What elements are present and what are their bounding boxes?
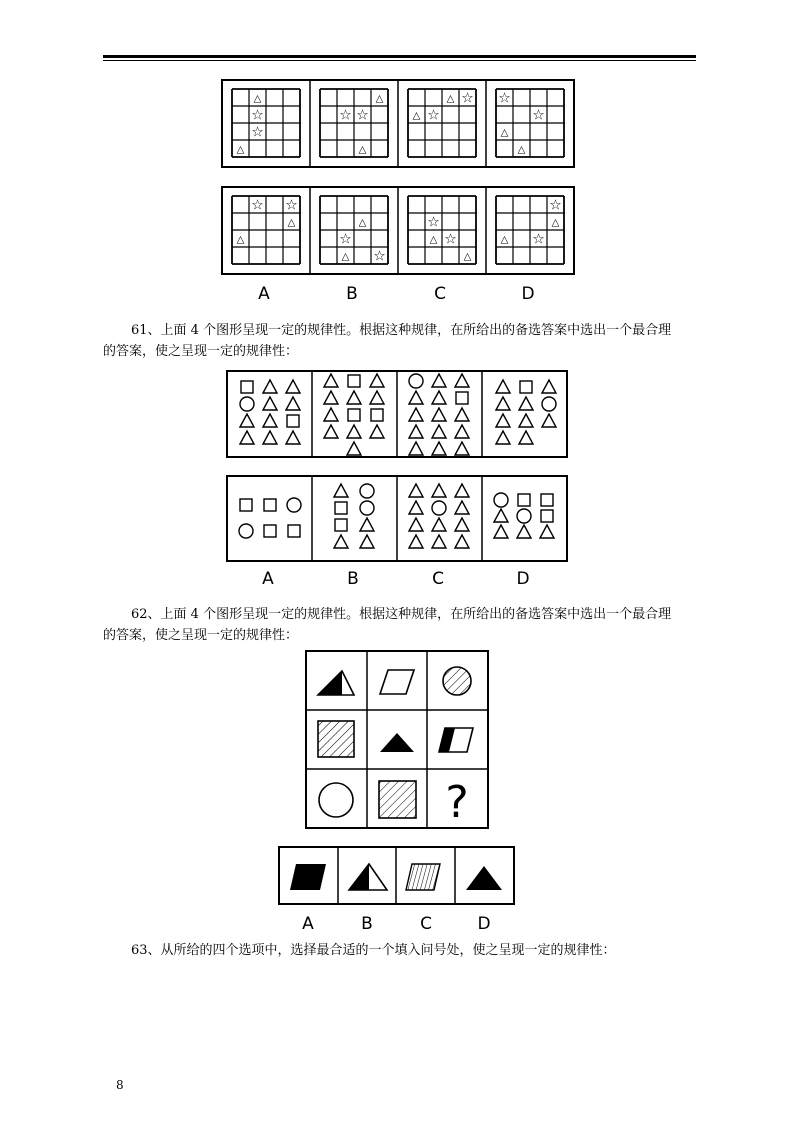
question-61-line1: 61、上面 4 个图形呈现一定的规律性。根据这种规律，在所给出的备选答案中选出一个最合理 [131, 323, 672, 338]
star-icon: ☆ [427, 107, 440, 124]
triangle-icon: △ [500, 127, 509, 139]
star-icon: ☆ [532, 231, 545, 248]
star-icon: ☆ [461, 90, 474, 107]
triangle-icon: △ [375, 93, 384, 105]
question-62-line1: 62、上面 4 个图形呈现一定的规律性。根据这种规律，在所给出的备选答案中选出一个最合理 [131, 607, 672, 622]
question-mark: ? [445, 777, 469, 828]
filled-parallelogram-icon [290, 864, 326, 890]
half-filled-triangle-icon [349, 864, 387, 890]
question-63-line1: 63、从所给的四个选项中，选择最合适的一个填入问号处，使之呈现一定的规律性： [131, 943, 616, 958]
triangle-icon: △ [341, 251, 350, 263]
option-d-label: D [521, 284, 535, 304]
triangle-icon: △ [412, 110, 421, 122]
question-61-line2: 的答案，使之呈现一定的规律性： [103, 344, 299, 359]
hatched-square-icon [379, 781, 416, 818]
circle-icon [319, 783, 353, 817]
triangle-icon: △ [429, 234, 438, 246]
triangle-icon: △ [463, 251, 472, 263]
option-a-label: A [262, 569, 274, 589]
triangle-icon: △ [551, 217, 560, 229]
option-c-label: C [432, 569, 444, 589]
option-b-label: B [346, 284, 358, 304]
triangle-icon: △ [358, 144, 367, 156]
triangle-icon: △ [358, 217, 367, 229]
star-icon: ☆ [532, 107, 545, 124]
option-c-label: C [434, 284, 446, 304]
parallelogram-icon [380, 670, 414, 694]
triangle-icon: △ [517, 144, 526, 156]
option-d-label: D [477, 914, 491, 934]
triangle-icon: △ [287, 217, 296, 229]
star-icon: ☆ [285, 197, 298, 214]
filled-triangle-icon [380, 733, 414, 752]
star-icon: ☆ [444, 231, 457, 248]
filled-triangle-icon [466, 866, 502, 890]
option-c-label: C [420, 914, 432, 934]
star-icon: ☆ [251, 197, 264, 214]
star-icon: ☆ [427, 214, 440, 231]
question-62-line2: 的答案，使之呈现一定的规律性： [103, 628, 299, 643]
star-icon: ☆ [339, 107, 352, 124]
option-b-label: B [361, 914, 373, 934]
star-icon: ☆ [549, 197, 562, 214]
triangle-icon: △ [500, 234, 509, 246]
star-icon: ☆ [251, 107, 264, 124]
hatched-square-icon [318, 721, 354, 757]
hatched-parallelogram-icon [406, 864, 440, 890]
triangle-icon: △ [236, 144, 245, 156]
option-d-label: D [516, 569, 530, 589]
option-a-label: A [258, 284, 270, 304]
star-icon: ☆ [498, 90, 511, 107]
triangle-icon: △ [446, 93, 455, 105]
star-icon: ☆ [251, 124, 264, 141]
question-63 [103, 940, 703, 961]
option-b-label: B [347, 569, 359, 589]
star-icon: ☆ [339, 231, 352, 248]
half-filled-triangle-icon [318, 671, 354, 695]
page-number: 8 [116, 1078, 124, 1092]
option-a-label: A [302, 914, 314, 934]
triangle-icon: △ [236, 234, 245, 246]
triangle-icon: △ [253, 93, 262, 105]
star-icon: ☆ [356, 107, 369, 124]
hatched-circle-icon [443, 667, 471, 695]
half-filled-parallelogram-icon [439, 728, 473, 752]
star-icon: ☆ [373, 248, 386, 265]
